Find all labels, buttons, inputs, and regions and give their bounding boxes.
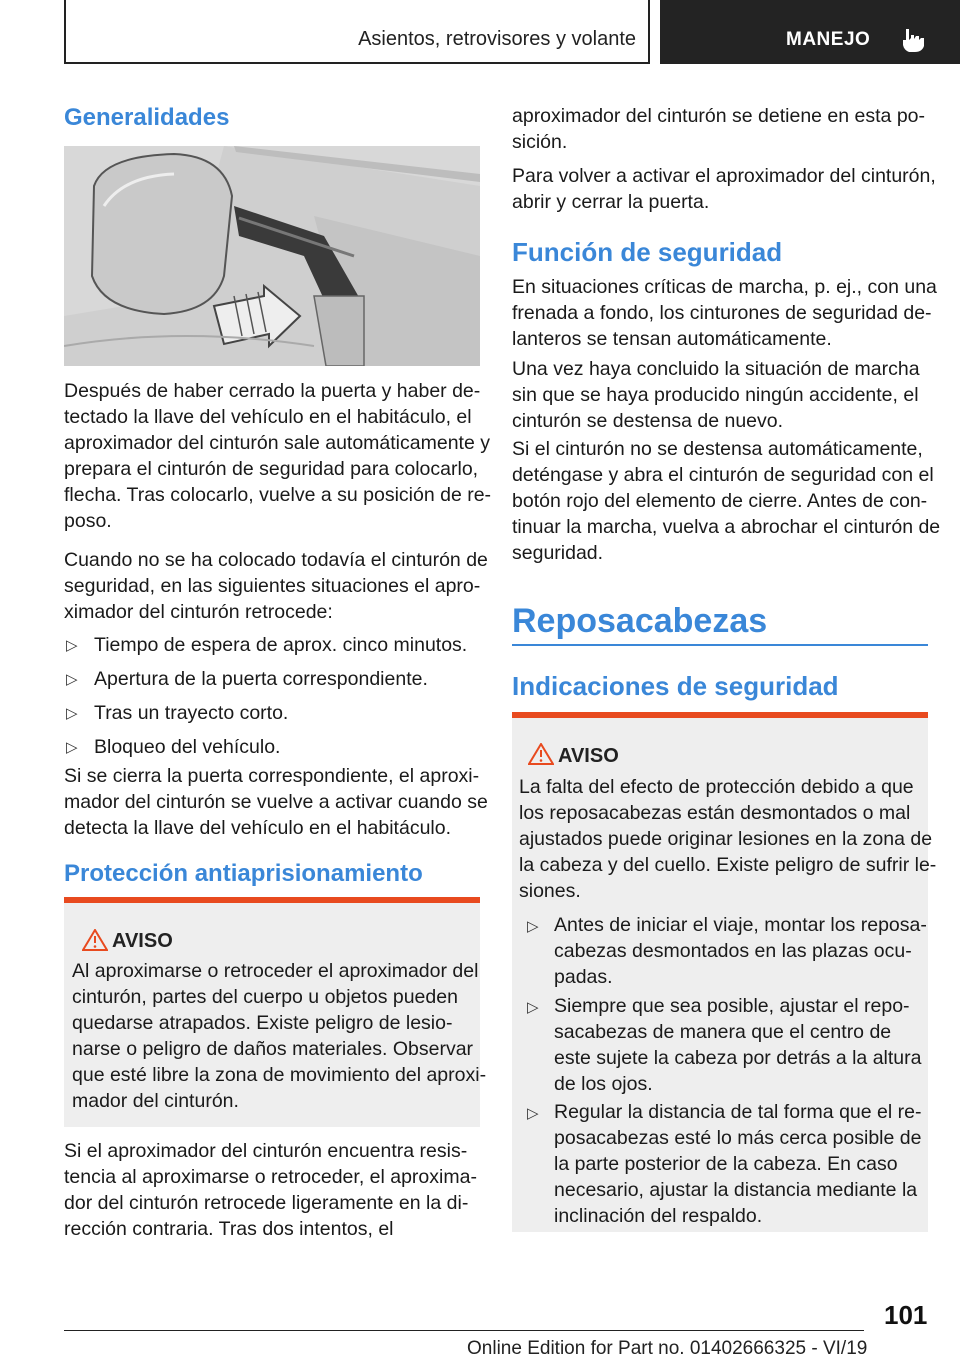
- paragraph-reactivar: Para volver a activar el aproximador del cinturón, abrir y cerrar la puerta.: [512, 165, 936, 213]
- paragraph-proteccion: Si el aproximador del cinturón encuentra resis‐ tencia al aproximarse o retroceder, el aproxima‐ dor del cinturón retrocede ligeramente en la di‐ rección contraria. Tras dos intentos, el: [64, 1140, 477, 1240]
- warning-triangle-icon: [82, 929, 108, 951]
- warning-box-reposacabezas: [512, 712, 937, 1232]
- warning-text: Al aproximarse o retroceder el aproximador del cinturón, partes del cuerpo u objetos pueden quedarse atrapados. Existe peligro de lesio‐ narse o peligro de daños materiales. Observar que esté libre la zona de movimiento del aproxi‐ mador del cinturón.: [72, 960, 487, 1112]
- list-item: Tras un trayecto corto.: [94, 702, 289, 724]
- paragraph-generalidades-1: Después de haber cerrado la puerta y haber de‐ tectado la llave del vehículo en el habitáculo, el aproximador del cinturón sale automáticamente y prepara el cinturón de seguridad para colocarlo, flecha. Tras colocarlo, vuelve a su posición de re‐ poso.: [64, 380, 492, 532]
- heading-generalidades: Generalidades: [64, 104, 230, 131]
- bullet-triangle-icon: ▷: [66, 671, 78, 688]
- header-section-title: Asientos, retrovisores y volante: [358, 28, 636, 50]
- heading-indicaciones: Indicaciones de seguridad: [512, 671, 839, 701]
- header-chapter-title: MANEJO: [786, 29, 871, 50]
- heading-funcion-seguridad: Función de seguridad: [512, 237, 783, 267]
- list-item: Apertura de la puerta correspondiente.: [94, 668, 428, 690]
- list-item: Antes de iniciar el viaje, montar los reposa‐ cabezas desmontados en las plazas ocu‐ padas.: [554, 914, 927, 988]
- bullet-triangle-icon: ▷: [66, 637, 78, 654]
- steering-hand-icon: [900, 26, 926, 54]
- edition-label: Online Edition for Part no. 01402666325 - VI/19: [467, 1338, 868, 1359]
- bullet-triangle-icon: ▷: [66, 739, 78, 756]
- paragraph-generalidades-2: Cuando no se ha colocado todavía el cinturón de seguridad, en las siguientes situaciones el apro‐ ximador del cinturón retrocede:: [64, 549, 488, 623]
- bullet-triangle-icon: ▷: [527, 1105, 539, 1122]
- paragraph-funcion-2: Una vez haya concluido la situación de marcha sin que se haya producido ningún accidente, el cinturón se destensa de nuevo.: [512, 358, 920, 432]
- warning-text: La falta del efecto de protección debido a que los reposacabezas están desmontados o mal ajustados puede originar lesiones en la zona de la cabeza y del cuello. Existe peligro de sufrir le‐ siones.: [519, 776, 937, 902]
- paragraph-funcion-1: En situaciones críticas de marcha, p. ej., con una frenada a fondo, los cinturones de seguridad de‐ lanteros se tensan automáticamente.: [512, 276, 937, 350]
- warning-title: AVISO: [558, 745, 619, 767]
- chapter-title-reposacabezas: Reposacabezas: [512, 602, 768, 640]
- footer-rule: [64, 1330, 864, 1331]
- belt-presenter-illustration: [64, 146, 480, 366]
- page-number: 101: [884, 1300, 928, 1330]
- list-item: Siempre que sea posible, ajustar el repo‐ sacabezas de manera que el centro de este sujete la cabeza por detrás a la altura de los ojos.: [554, 995, 922, 1095]
- warning-box-proteccion: [64, 897, 487, 1127]
- paragraph-funcion-3: Si el cinturón no se destensa automáticamente, deténgase y abra el cinturón de seguridad con el botón rojo del elemento de cierre. Antes de con‐ tinuar la marcha, vuelva a abrochar el cinturón de seguridad.: [512, 438, 941, 564]
- list-item: Bloqueo del vehículo.: [94, 736, 281, 758]
- header-section-box: [64, 0, 650, 64]
- list-item: Regular la distancia de tal forma que el re‐ posacabezas esté lo más cerca posible de la parte posterior de la cabeza. En caso necesario, ajustar la distancia mediante la inclinación del respaldo.: [554, 1101, 922, 1227]
- bullet-triangle-icon: ▷: [527, 918, 539, 935]
- bullet-triangle-icon: ▷: [527, 999, 539, 1016]
- paragraph-generalidades-3: Si se cierra la puerta correspondiente, el aproxi‐ mador del cinturón se vuelve a activar cuando se detecta la llave del vehículo en el habitáculo.: [64, 765, 488, 839]
- list-item: Tiempo de espera de aprox. cinco minutos.: [94, 634, 468, 656]
- warning-triangle-icon: [528, 743, 554, 765]
- header-chapter-tab: [660, 0, 960, 64]
- chapter-rule: [512, 644, 928, 646]
- paragraph-continued: aproximador del cinturón se detiene en esta po‐ sición.: [512, 105, 926, 153]
- bullet-triangle-icon: ▷: [66, 705, 78, 722]
- warning-title: AVISO: [112, 930, 173, 952]
- heading-proteccion: Protección antiaprisionamiento: [64, 860, 423, 887]
